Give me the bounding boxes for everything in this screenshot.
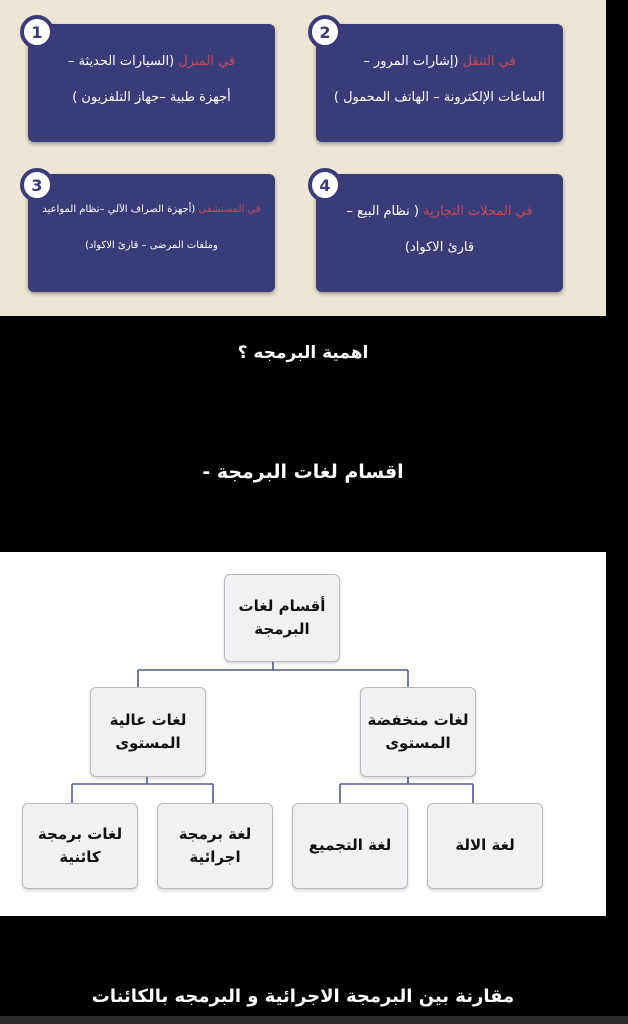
card-transport	[316, 24, 563, 142]
card-shops	[316, 174, 563, 292]
number-badge-4: 4	[308, 168, 342, 202]
node-procedural: لغة برمجة اجرائية	[157, 803, 273, 889]
bottom-bar	[0, 1016, 628, 1024]
card-line2: الساعات الإلكترونة – الهاتف المحمول )	[333, 90, 546, 105]
card-line2: قارئ الاكواد)	[404, 240, 475, 255]
node-low-level: لغات منخفضة المستوى	[360, 687, 476, 777]
card-category: في التنقل	[462, 54, 516, 69]
number-badge-3: 3	[20, 168, 54, 202]
card-category: في المحلات التجارية	[423, 204, 533, 219]
card-line2: وملفات المرضى – قارئ الاكواد)	[85, 240, 218, 251]
node-object-oriented: لغات برمجة كائنية	[22, 803, 138, 889]
card-line1: ( نظام البيع –	[346, 204, 419, 219]
right-edge-strip	[606, 0, 628, 1024]
card-line1: (السيارات الحديثة –	[67, 54, 175, 69]
number-badge-2: 2	[308, 15, 342, 49]
node-root: أقسام لغات البرمجة	[224, 574, 340, 662]
node-assembly: لغة التجميع	[292, 803, 408, 889]
card-hospital	[28, 174, 275, 292]
card-line2: أجهزة طبية –جهاز التلفزيون )	[72, 90, 231, 105]
card-line1: (أجهزة الصراف الآلي –نظام المواعيد	[42, 204, 196, 215]
card-category: في المستشفى	[198, 204, 261, 215]
node-high-level: لغات عالية المستوى	[90, 687, 206, 777]
importance-caption: اهمية البرمجه ؟	[237, 343, 369, 363]
comparison-caption: مقارنة بين البرمجة الاجرائية و البرمجه بالكائنات	[91, 986, 515, 1007]
card-line1: (إشارات المرور –	[363, 54, 459, 69]
card-category: في المنزل	[178, 54, 236, 69]
divisions-caption: اقسام لغات البرمجة -	[202, 461, 404, 483]
card-home	[28, 24, 275, 142]
number-badge-1: 1	[20, 15, 54, 49]
node-machine: لغة الالة	[427, 803, 543, 889]
